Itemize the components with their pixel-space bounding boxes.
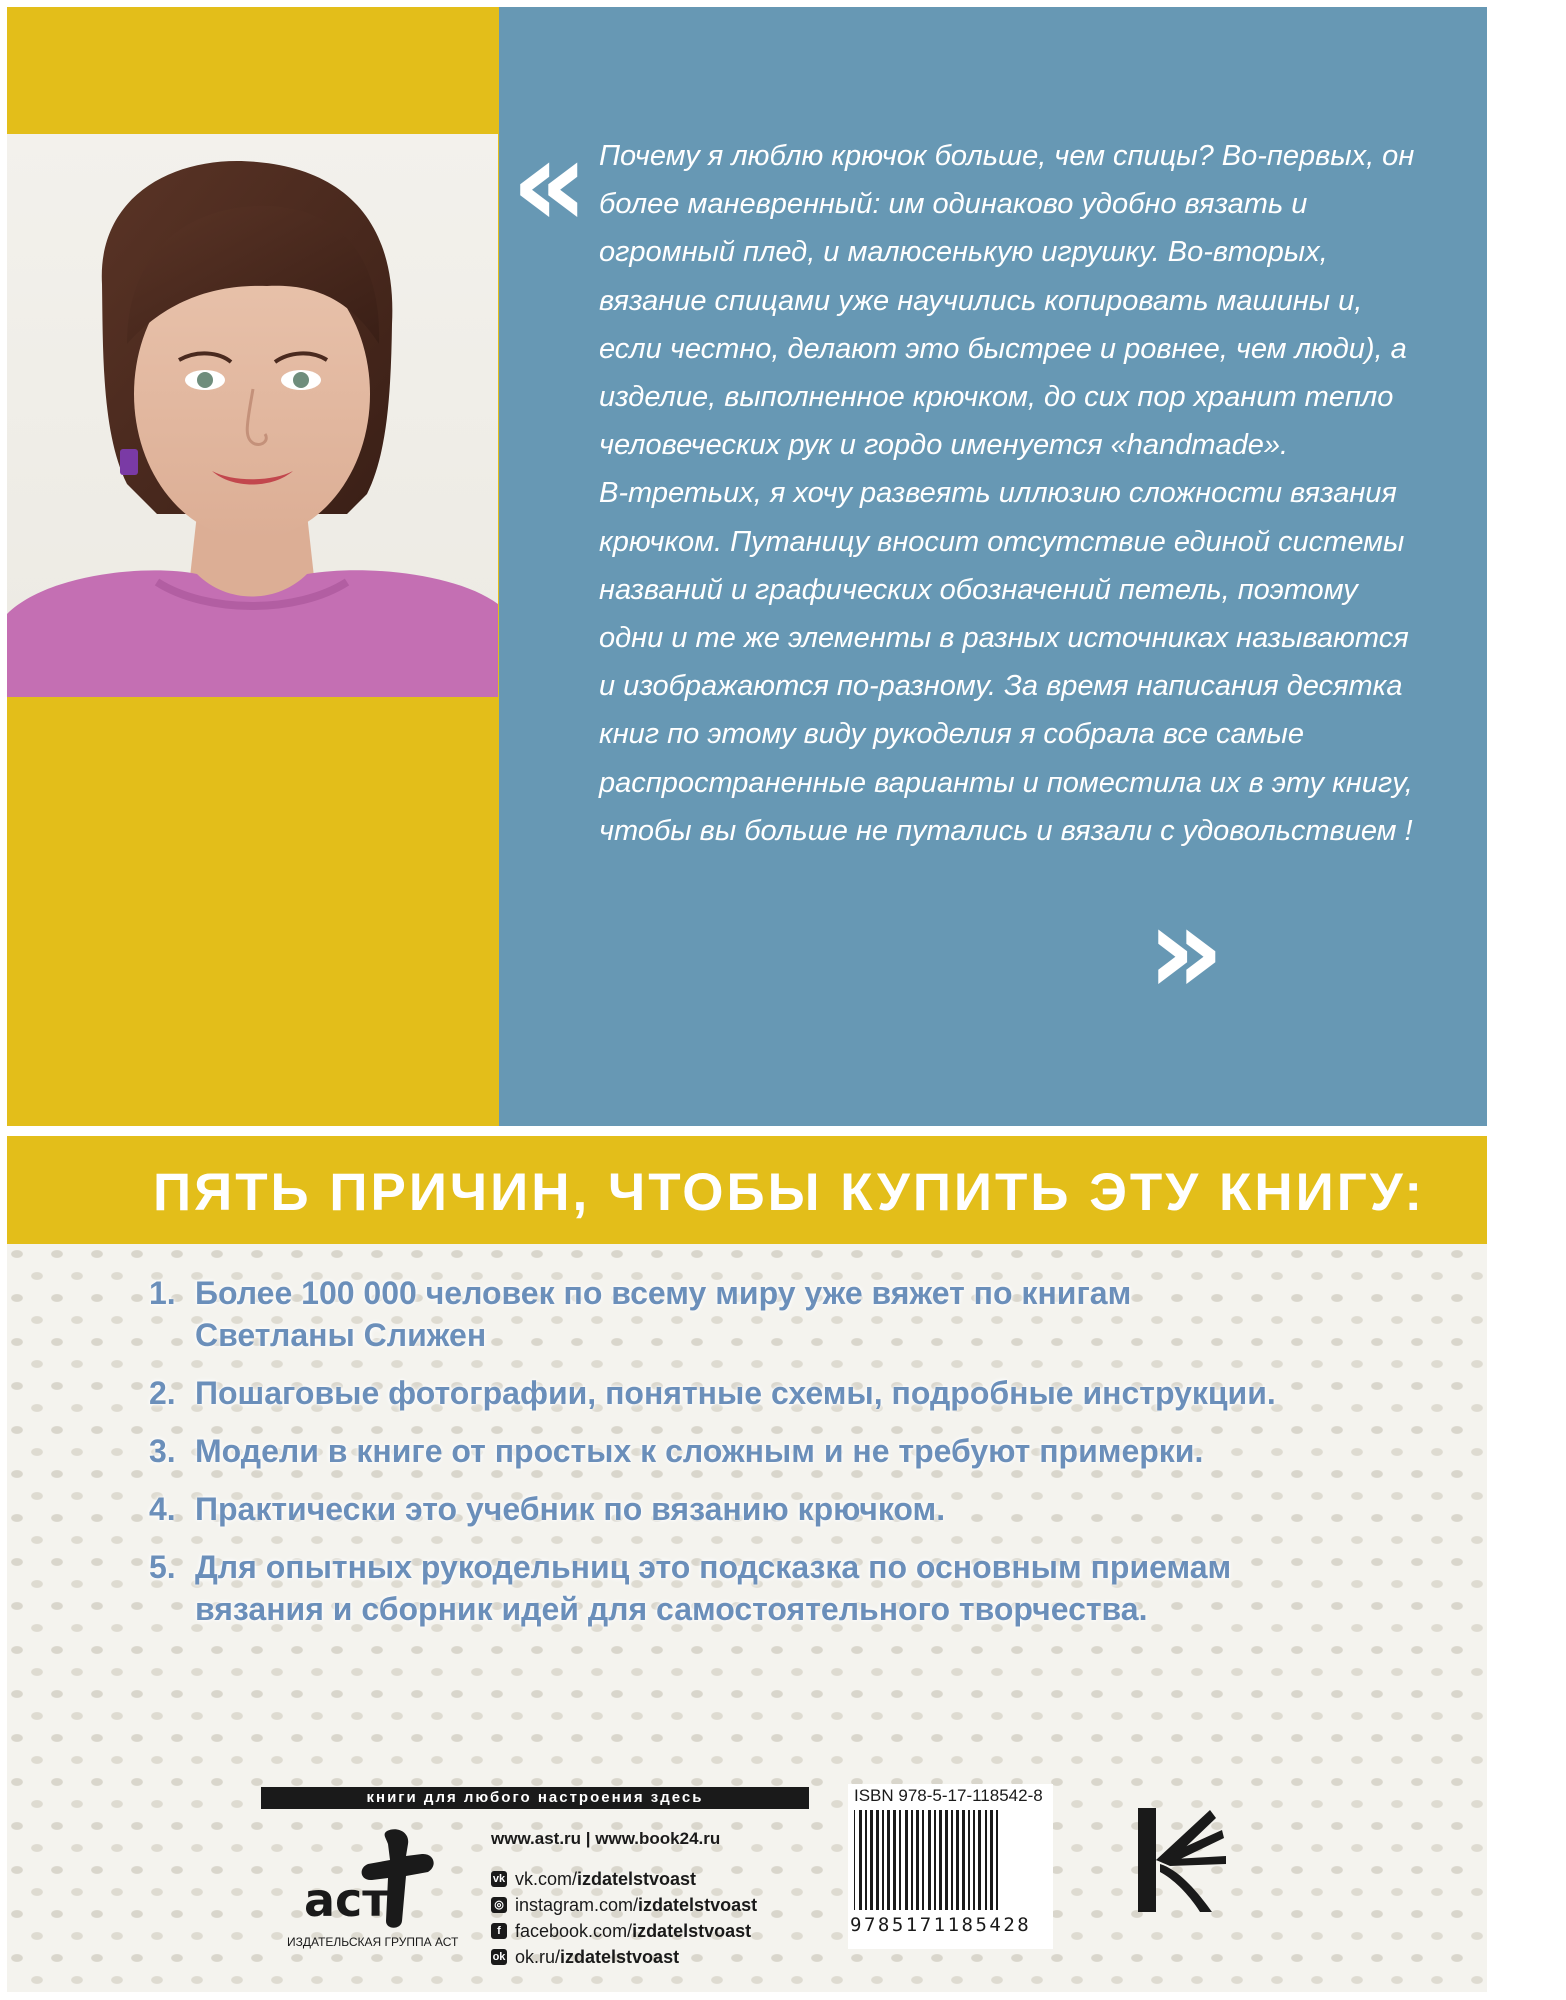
publisher-caption: ИЗДАТЕЛЬСКАЯ ГРУППА АСТ xyxy=(287,1935,459,1949)
reason-text: Пошаговые фотографии, понятные схемы, подробные инструкции. xyxy=(195,1375,1276,1411)
tagline-banner: книги для любого настроения здесь xyxy=(261,1787,809,1809)
barcode-bar xyxy=(882,1810,884,1910)
social-link-odnoklassniki[interactable] xyxy=(491,1944,757,1970)
barcode-bar xyxy=(956,1810,959,1910)
barcode-bar xyxy=(968,1810,970,1910)
quote-paragraph-2: В-третьих, я хочу развеять иллюзию сложности вязания крючком. Путаницу вносит отсутствие единой системы названий и графических обозначений петель, поэтому одни и те же элементы в разных источниках называются и изображаются по-разному. За время написания десятка книг по этому виду рукоделия я собрала все самые распространенные варианты и поместила их в эту книгу, чтобы вы больше не путались и вязали с удовольствием ! xyxy=(599,477,1413,847)
instagram-icon: ◎ xyxy=(491,1897,507,1913)
publisher-k-logo-icon xyxy=(1130,1800,1230,1920)
close-quote-icon: » xyxy=(1147,882,1225,1021)
barcode-number: 9785171185428 xyxy=(850,1914,1032,1936)
barcode-bar xyxy=(905,1810,908,1910)
list-item xyxy=(149,1546,1289,1630)
link-prefix: instagram.com/ xyxy=(515,1895,639,1915)
publisher-links xyxy=(491,1826,757,1970)
link-prefix: facebook.com/ xyxy=(515,1921,633,1941)
author-quote-panel xyxy=(499,7,1487,1126)
facebook-icon: f xyxy=(491,1923,507,1939)
websites[interactable]: www.ast.ru | www.book24.ru xyxy=(491,1829,721,1848)
reason-number: 2. xyxy=(149,1375,176,1411)
reason-number: 4. xyxy=(149,1491,176,1527)
barcode-bar xyxy=(962,1810,965,1910)
list-item xyxy=(149,1272,1289,1356)
barcode-bar xyxy=(978,1810,981,1910)
list-item xyxy=(149,1430,1289,1472)
reason-number: 1. xyxy=(149,1275,176,1311)
barcode-bar xyxy=(911,1810,913,1910)
barcode-bar xyxy=(985,1810,987,1910)
reason-text: Для опытных рукодельниц это подсказка по основным приемам вязания и сборник идей для самостоятельного творчества. xyxy=(195,1549,1232,1627)
reason-text: Более 100 000 человек по всему миру уже вяжет по книгам Светланы Слижен xyxy=(195,1275,1132,1353)
barcode-bar xyxy=(899,1810,901,1910)
isbn: ISBN 978-5-17-118542-8 xyxy=(854,1786,1043,1805)
vk-icon: vk xyxy=(492,1873,506,1885)
reason-number: 3. xyxy=(149,1433,176,1469)
barcode-bar xyxy=(973,1810,975,1910)
link-handle: izdatelstvoast xyxy=(632,1921,752,1941)
barcode-bar xyxy=(934,1810,936,1910)
barcode-bar xyxy=(990,1810,993,1910)
divider xyxy=(7,1126,1487,1136)
author-photo xyxy=(7,134,498,697)
author-portrait-illustration xyxy=(7,134,498,697)
link-handle: izdatelstvoast xyxy=(577,1869,697,1889)
social-link-vk[interactable] xyxy=(491,1866,757,1892)
barcode-bar xyxy=(922,1810,924,1910)
list-item xyxy=(149,1372,1289,1414)
barcode-bar xyxy=(928,1810,931,1910)
barcode-bar xyxy=(916,1810,919,1910)
link-prefix: vk.com/ xyxy=(515,1869,578,1889)
barcode-bar xyxy=(996,1810,998,1910)
social-link-facebook[interactable] xyxy=(491,1918,757,1944)
barcode-bar xyxy=(865,1810,867,1910)
link-handle: izdatelstvoast xyxy=(560,1947,680,1967)
ast-logo-icon xyxy=(302,1826,447,1931)
social-link-instagram[interactable] xyxy=(491,1892,757,1918)
reason-text: Практически это учебник по вязанию крючком. xyxy=(195,1491,946,1527)
heading-band xyxy=(7,1136,1487,1244)
reasons-list xyxy=(149,1272,1289,1646)
odnoklassniki-icon: ok xyxy=(492,1951,506,1963)
isbn-block xyxy=(848,1784,1053,1949)
reason-text: Модели в книге от простых к сложным и не требуют примерки. xyxy=(195,1433,1204,1469)
reasons-heading: ПЯТЬ ПРИЧИН, ЧТОБЫ КУПИТЬ ЭТУ КНИГУ: xyxy=(153,1163,1426,1222)
barcode-bar xyxy=(951,1810,953,1910)
barcode-bar xyxy=(870,1810,873,1910)
open-quote-icon: « xyxy=(511,115,589,254)
author-quote xyxy=(599,132,1429,855)
quote-paragraph-1: Почему я люблю крючок больше, чем спицы? Во-первых, он более маневренный: им одинаково удобно вязать и огромный плед, и малюсенькую игрушку. Во-вторых, вязание спицами уже научились копировать машины и, если честно, делают это быстрее и ровнее, чем люди), а изделие, выполненное крючком, до сих пор хранит тепло человеческих рук и гордо именуется «handmade». xyxy=(599,140,1415,462)
link-prefix: ok.ru/ xyxy=(515,1947,561,1967)
barcode-bar xyxy=(945,1810,948,1910)
book-back-cover xyxy=(7,7,1487,1992)
link-handle: izdatelstvoast xyxy=(638,1895,758,1915)
list-item xyxy=(149,1488,1289,1530)
barcode-bar xyxy=(876,1810,879,1910)
barcode-bar xyxy=(859,1810,862,1910)
barcode-bar xyxy=(893,1810,896,1910)
barcode-bar xyxy=(887,1810,890,1910)
barcode-bar xyxy=(939,1810,942,1910)
ast-logo-text: аст xyxy=(304,1873,389,1927)
barcode-bar xyxy=(854,1810,855,1910)
reason-number: 5. xyxy=(149,1549,176,1585)
barcode-icon xyxy=(852,1810,1050,1912)
